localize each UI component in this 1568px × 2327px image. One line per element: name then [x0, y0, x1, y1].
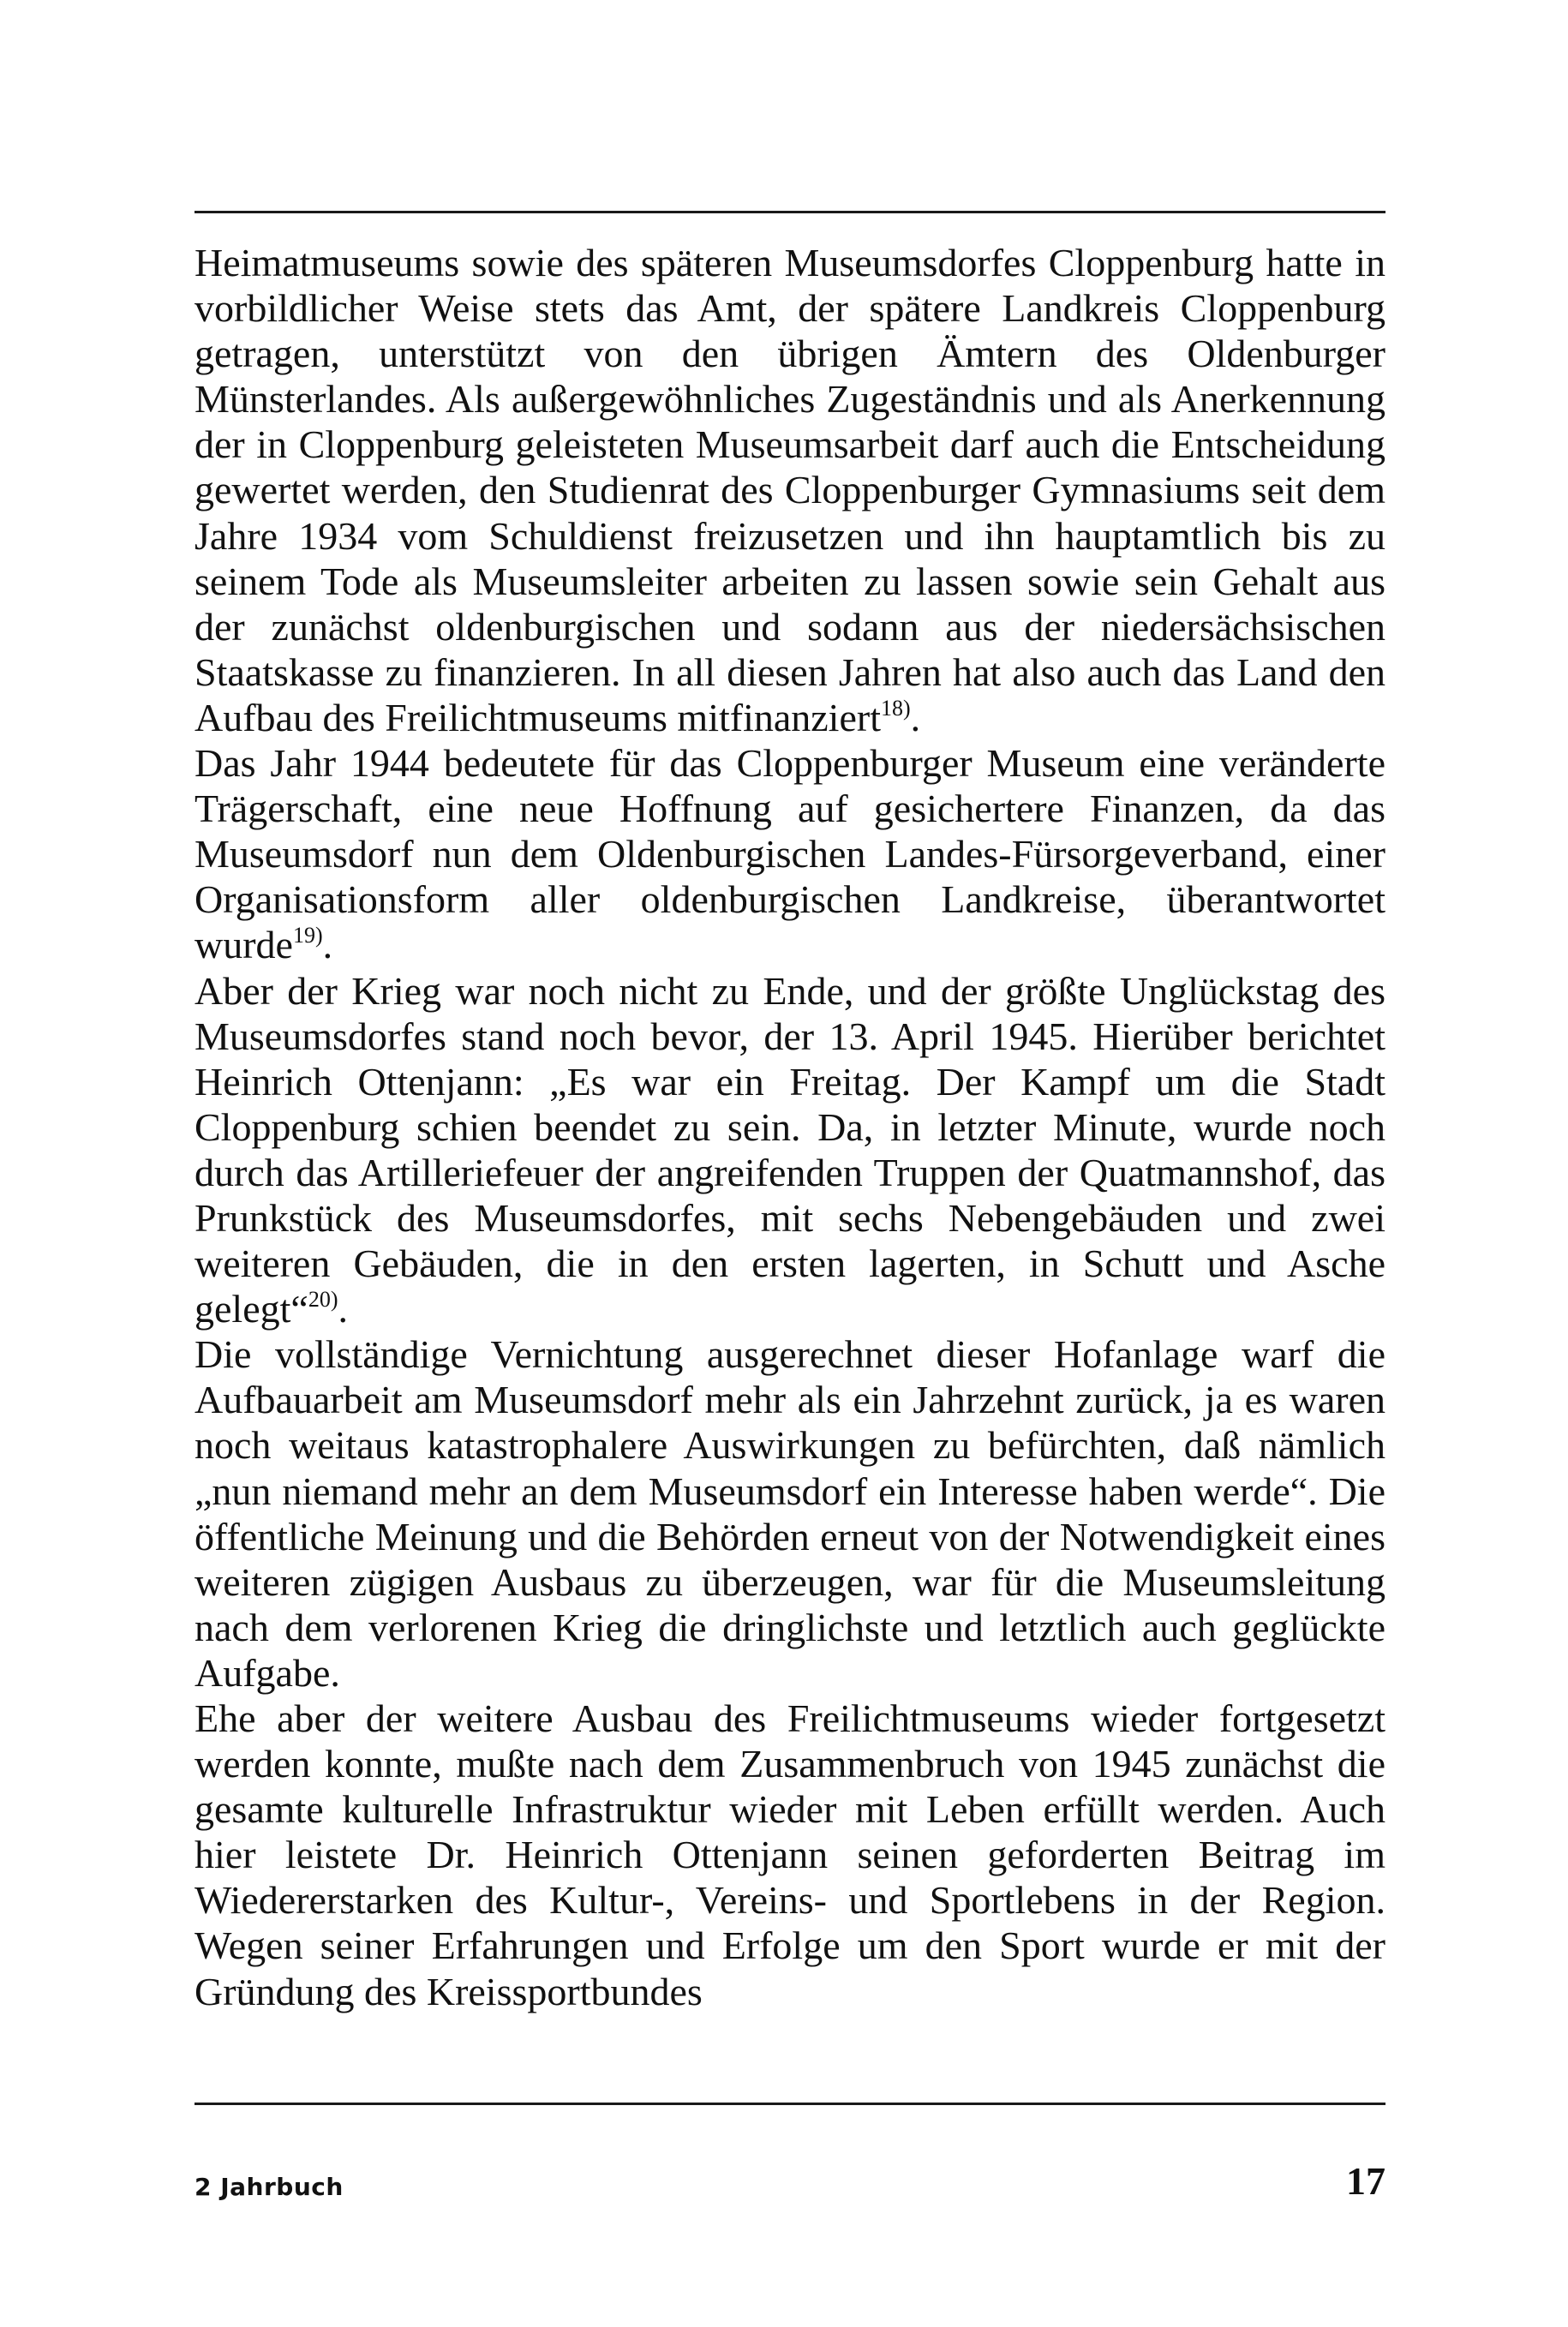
paragraph-text: Aber der Krieg war noch nicht zu Ende, und der größte Unglückstag des Museumsdorfes stand noch bevor, der 13. April 1945. Hierüber berichtet Heinrich Ottenjann: „Es war ein Freitag. Der Kampf um die Stadt Cloppenburg schien beendet zu sein. Da, in letzter Minute, wurde noch durch das Artilleriefeuer der angreifenden Truppen der Quatmannshof, das Prunkstück des Museumsdorfes, mit sechs Nebengebäuden und zwei weiteren Gebäuden, die in den ersten lagerten, in Schutt und Asche gelegt“ [195, 968, 1385, 1331]
paragraph-1 [195, 240, 1385, 740]
paragraph-text: Die vollständige Vernichtung ausgerechnet dieser Hofanlage warf die Aufbauarbeit am Museumsdorf mehr als ein Jahrzehnt zurück, ja es waren noch weitaus katastrophalere Auswirkungen zu befürchten, daß nämlich „nun niemand mehr an dem Museumsdorf ein Interesse haben werde“. Die öffentliche Meinung und die Behörden erneut von der Notwendigkeit eines weiteren zügigen Ausbaus zu überzeugen, war für die Museumsleitung nach dem verlorenen Krieg die dringlichste und letztlich auch geglückte Aufgabe. [195, 1332, 1385, 1695]
paragraph-3 [195, 968, 1385, 1332]
paragraph-2 [195, 740, 1385, 967]
body-text [195, 240, 1385, 2014]
footnote-ref: 19) [292, 923, 323, 948]
paragraph-text: Ehe aber der weitere Ausbau des Freilichtmuseums wieder fortgesetzt werden konnte, mußte nach dem Zusammenbruch von 1945 zunächst die gesamte kulturelle Infrastruktur wieder mit Leben erfüllt werden. Auch hier leistete Dr. Heinrich Ottenjann seinen geforderten Beitrag im Wiedererstarken des Kultur-, Vereins- und Sportlebens in der Region. Wegen seiner Erfahrungen und Erfolge um den Sport wurde er mit der Gründung des Kreissportbundes [195, 1696, 1385, 2013]
paragraph-text: Heimatmuseums sowie des späteren Museumsdorfes Cloppenburg hatte in vorbildlicher Weise stets das Amt, der spätere Landkreis Cloppenburg getragen, unterstützt von den übrigen Ämtern des Oldenburger Münsterlandes. Als außergewöhnliches Zugeständnis und als Anerkennung der in Cloppenburg geleisteten Museumsarbeit darf auch die Entscheidung gewertet werden, den Studienrat des Cloppenburger Gymnasiums seit dem Jahre 1934 vom Schuldienst freizusetzen und ihn hauptamtlich bis zu seinem Tode als Museumsleiter arbeiten zu lassen sowie sein Gehalt aus der zunächst oldenburgischen und sodann aus der niedersächsischen Staatskasse zu finanzieren. In all diesen Jahren hat also auch das Land den Aufbau des Freilichtmuseums mitfinanziert [195, 241, 1385, 739]
paragraph-end: . [910, 695, 921, 739]
paragraph-4 [195, 1331, 1385, 1696]
paragraph-end: . [322, 923, 333, 967]
footnote-ref: 18) [880, 695, 911, 721]
top-rule [195, 211, 1385, 213]
bottom-rule [195, 2103, 1385, 2105]
page-number: 17 [1346, 2159, 1385, 2203]
paragraph-text: Das Jahr 1944 bedeutete für das Cloppenburger Museum eine veränderte Trägerschaft, eine neue Hoffnung auf gesichertere Finanzen, da das Museumsdorf nun dem Oldenburgischen Landes-Fürsorgeverband, einer Organisationsform aller oldenburgischen Landkreise, überantwortet wurde [195, 741, 1385, 967]
footer-signature: 2 Jahrbuch [195, 2173, 344, 2201]
paragraph-end: . [338, 1287, 348, 1331]
footnote-ref: 20) [308, 1287, 338, 1313]
paragraph-5 [195, 1696, 1385, 2014]
